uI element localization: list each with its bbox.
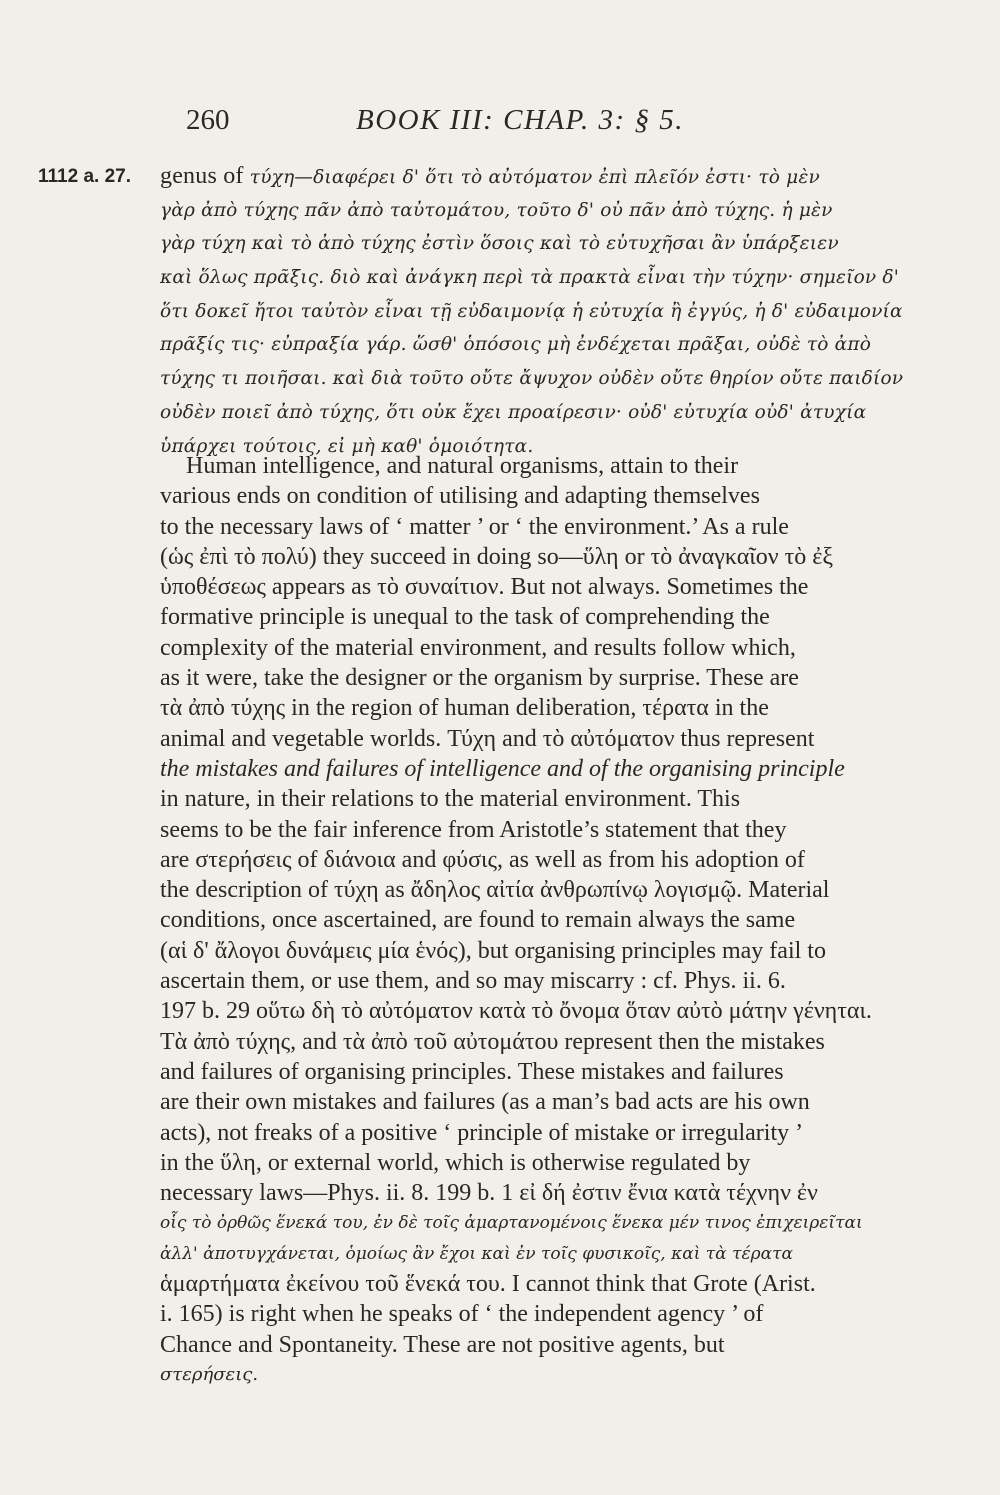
quote-line: καὶ ὅλως πρᾶξις. διὸ καὶ ἀνάγκη περὶ τὰ πρακτὰ εἶναι τὴν τύχην· σημεῖον δ' — [160, 267, 900, 289]
quote-line: genus of τύχη—διαφέρει δ' ὅτι τὸ αὐτόματον ἐπὶ πλεῖόν ἐστι· τὸ μὲν — [160, 163, 820, 189]
body-line: as it were, take the designer or the organism by surprise. These are — [160, 665, 799, 692]
body-line: i. 165) is right when he speaks of ‘ the independent agency ’ of — [160, 1301, 764, 1328]
body-paragraph — [160, 451, 920, 1390]
body-line: in nature, in their relations to the material environment. This — [160, 786, 741, 813]
quote-line: γὰρ τύχη καὶ τὸ ἀπὸ τύχης ἐστὶν ὅσοις καὶ τὸ εὐτυχῆσαι ἂν ὑπάρξειεν — [160, 233, 839, 255]
body-line: in the ὕλη, or external world, which is otherwise regulated by — [160, 1149, 751, 1176]
body-line: ἀλλ' ἀποτυγχάνεται, ὁμοίως ἂν ἔχοι καὶ ἐν τοῖς φυσικοῖς, καὶ τὰ τέρατα — [160, 1243, 793, 1264]
quote-line: γὰρ ἀπὸ τύχης πᾶν ἀπὸ ταὐτομάτου, τοῦτο δ' οὐ πᾶν ἀπὸ τύχης. ἡ μὲν — [160, 199, 833, 221]
body-line: Chance and Spontaneity. These are not positive agents, but — [160, 1331, 725, 1358]
page-header — [0, 104, 1000, 144]
body-line: formative principle is unequal to the task of comprehending the — [160, 604, 770, 631]
body-line: ἁμαρτήματα ἐκείνου τοῦ ἕνεκά του. I cannot think that Grote (Arist. — [160, 1271, 816, 1298]
body-line: are their own mistakes and failures (as a man’s bad acts are his own — [160, 1089, 810, 1116]
running-head: BOOK III: CHAP. 3: § 5. — [356, 104, 684, 136]
body-line: various ends on condition of utilising and adapting themselves — [160, 483, 760, 510]
body-line: conditions, once ascertained, are found to remain always the same — [160, 907, 796, 934]
body-line: 197 b. 29 οὕτω δὴ τὸ αὐτόματον κατὰ τὸ ὄνομα ὅταν αὐτὸ μάτην γένηται. — [160, 998, 872, 1025]
quote-line: ὅτι δοκεῖ ἤτοι ταὐτὸν εἶναι τῇ εὐδαιμονίᾳ ἡ εὐτυχία ἢ ἐγγύς, ἡ δ' εὐδαιμονία — [160, 300, 903, 322]
body-line: and failures of organising principles. These mistakes and failures — [160, 1058, 784, 1085]
bekker-reference: 1112 a. 27. — [38, 166, 131, 187]
quote-line-text: τύχη—διαφέρει δ' ὅτι τὸ αὐτόματον ἐπὶ πλεῖόν ἐστι· τὸ μὲν — [249, 167, 820, 188]
page-number: 260 — [186, 104, 230, 136]
quote-line: οὐδὲν ποιεῖ ἀπὸ τύχης, ὅτι οὐκ ἔχει προαίρεσιν· οὐδ' εὐτυχία οὐδ' ἀτυχία — [160, 401, 867, 423]
body-line: ὑποθέσεως appears as τὸ συναίτιον. But not always. Sometimes the — [160, 574, 809, 601]
body-line: seems to be the fair inference from Aristotle’s statement that they — [160, 816, 787, 843]
body-line: Τὰ ἀπὸ τύχης, and τὰ ἀπὸ τοῦ αὐτομάτου represent then the mistakes — [160, 1028, 825, 1055]
body-line: acts), not freaks of a positive ‘ principle of mistake or irregularity ’ — [160, 1119, 804, 1146]
body-line: necessary laws—Phys. ii. 8. 199 b. 1 εἰ δή ἐστιν ἔνια κατὰ τέχνην ἐν — [160, 1180, 818, 1207]
body-line: complexity of the material environment, and results follow which, — [160, 634, 796, 661]
body-line: (αἱ δ' ἄλογοι δυνάμεις μία ἑνός), but organising principles may fail to — [160, 937, 826, 964]
body-line: the mistakes and failures of intelligence and of the organising principle — [160, 755, 845, 782]
body-line: are στερήσεις of διάνοια and φύσις, as well as from his adoption of — [160, 846, 805, 873]
quote-line: τύχης τι ποιῆσαι. καὶ διὰ τοῦτο οὔτε ἄψυχον οὐδὲν οὔτε θηρίον οὔτε παιδίον — [160, 368, 904, 390]
body-line: to the necessary laws of ‘ matter ’ or ‘ the environment.’ As a rule — [160, 513, 789, 540]
body-line: στερήσεις. — [160, 1363, 259, 1385]
body-line: animal and vegetable worlds. Τύχη and τὸ αὐτόματον thus represent — [160, 725, 815, 752]
body-line: (ὡς ἐπὶ τὸ πολύ) they succeed in doing so—ὕλη or τὸ ἀναγκαῖον τὸ ἐξ — [160, 543, 834, 570]
body-line: Human intelligence, and natural organisms, attain to their — [186, 453, 739, 479]
body-line: ascertain them, or use them, and so may miscarry : cf. Phys. ii. 6. — [160, 968, 786, 995]
body-line: οἷς τὸ ὀρθῶς ἕνεκά του, ἐν δὲ τοῖς ἁμαρτανομένοις ἕνεκα μέν τινος ἐπιχειρεῖται — [160, 1213, 863, 1234]
quote-line: ὑπάρχει τούτοις, εἰ μὴ καθ' ὁμοιότητα. — [160, 435, 534, 457]
quote-line: πρᾶξίς τις· εὐπραξία γάρ. ὥσθ' ὁπόσοις μὴ ἐνδέχεται πρᾶξαι, οὐδὲ τὸ ἀπὸ — [160, 334, 872, 356]
greek-quotation — [160, 160, 920, 463]
body-line: the description of τύχη as ἄδηλος αἰτία ἀνθρωπίνῳ λογισμῷ. Material — [160, 877, 830, 904]
body-line: τὰ ἀπὸ τύχης in the region of human deliberation, τέρατα in the — [160, 695, 769, 722]
